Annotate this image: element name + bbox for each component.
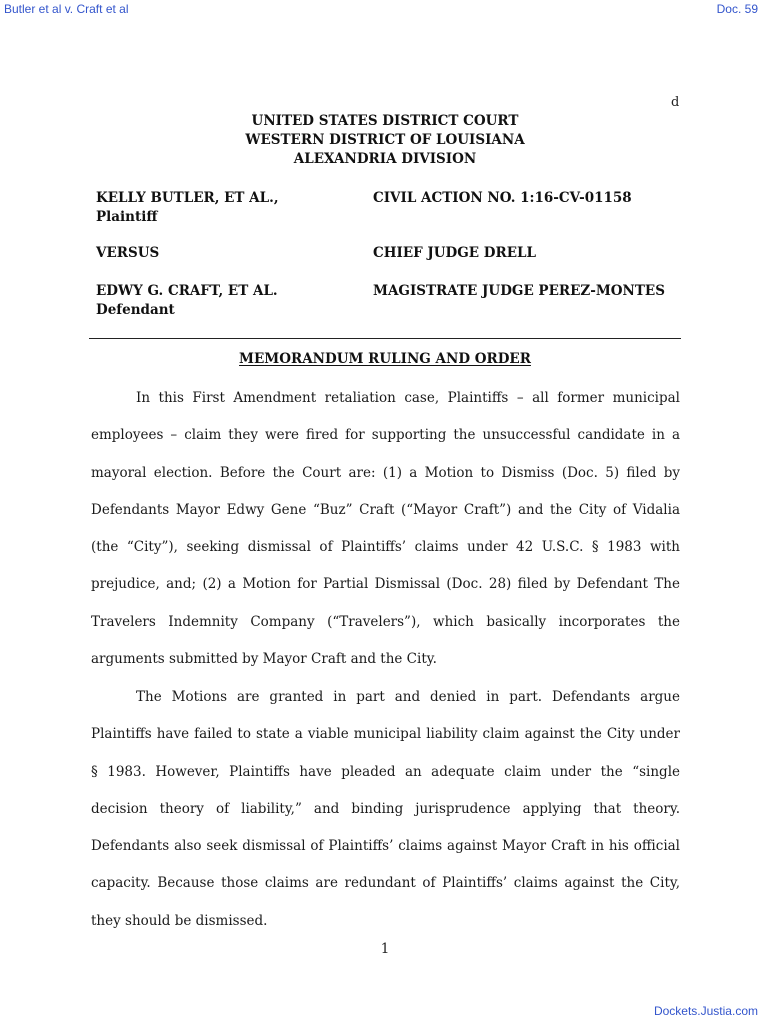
defendant-block	[96, 282, 278, 320]
versus-label: VERSUS	[96, 245, 160, 261]
court-header	[0, 112, 770, 169]
corner-mark: d	[671, 95, 680, 110]
court-district: WESTERN DISTRICT OF LOUISIANA	[245, 132, 525, 148]
court-division: ALEXANDRIA DIVISION	[293, 151, 477, 167]
body-paragraph-1	[91, 380, 680, 678]
civil-action-number: CIVIL ACTION NO. 1:16-CV-01158	[373, 190, 632, 206]
body-paragraph-2	[91, 679, 680, 940]
defendant-name: EDWY G. CRAFT, ET AL.	[96, 283, 278, 299]
magistrate-judge: MAGISTRATE JUDGE PEREZ-MONTES	[373, 283, 665, 299]
ruling-title: MEMORANDUM RULING AND ORDER	[239, 351, 531, 367]
defendant-role: Defendant	[96, 302, 175, 318]
page-number: 1	[380, 941, 390, 957]
court-name: UNITED STATES DISTRICT COURT	[251, 113, 519, 129]
doc-number-link[interactable]: Doc. 59	[716, 2, 758, 16]
paragraph-text: The Motions are granted in part and denied in part. Defendants argue Plaintiffs have failed to state a viable municipal liability claim against the City under § 1983. However, Plaintiffs have pleaded an adequate claim under the “single decision theory of liability,” and binding jurisprudence applying that theory. Defendants also seek dismissal of Plaintiffs’ claims against Mayor Craft in his official capacity. Because those claims are redundant of Plaintiffs’ claims against the City, they should be dismissed.	[91, 689, 680, 929]
caption-divider	[89, 338, 681, 339]
plaintiff-name: KELLY BUTLER, ET AL.,	[96, 190, 279, 206]
plaintiff-role: Plaintiff	[96, 209, 158, 225]
chief-judge: CHIEF JUDGE DRELL	[373, 245, 536, 261]
plaintiff-block	[96, 189, 279, 227]
paragraph-text: In this First Amendment retaliation case, Plaintiffs – all former municipal employees – claim they were fired for supporting the unsuccessful candidate in a mayoral election. Before the Court are: (1) a Motion to Dismiss (Doc. 5) filed by Defendants Mayor Edwy Gene “Buz” Craft (“Mayor Craft”) and the City of Vidalia (the “City”), seeking dismissal of Plaintiffs’ claims under 42 U.S.C. § 1983 with prejudice, and; (2) a Motion for Partial Dismissal (Doc. 28) filed by Defendant The Travelers Indemnity Company (“Travelers”), which basically incorporates the arguments submitted by Mayor Craft and the City.	[91, 390, 680, 668]
justia-footer-link[interactable]: Dockets.Justia.com	[653, 1004, 758, 1018]
case-name-link[interactable]: Butler et al v. Craft et al	[4, 2, 129, 16]
